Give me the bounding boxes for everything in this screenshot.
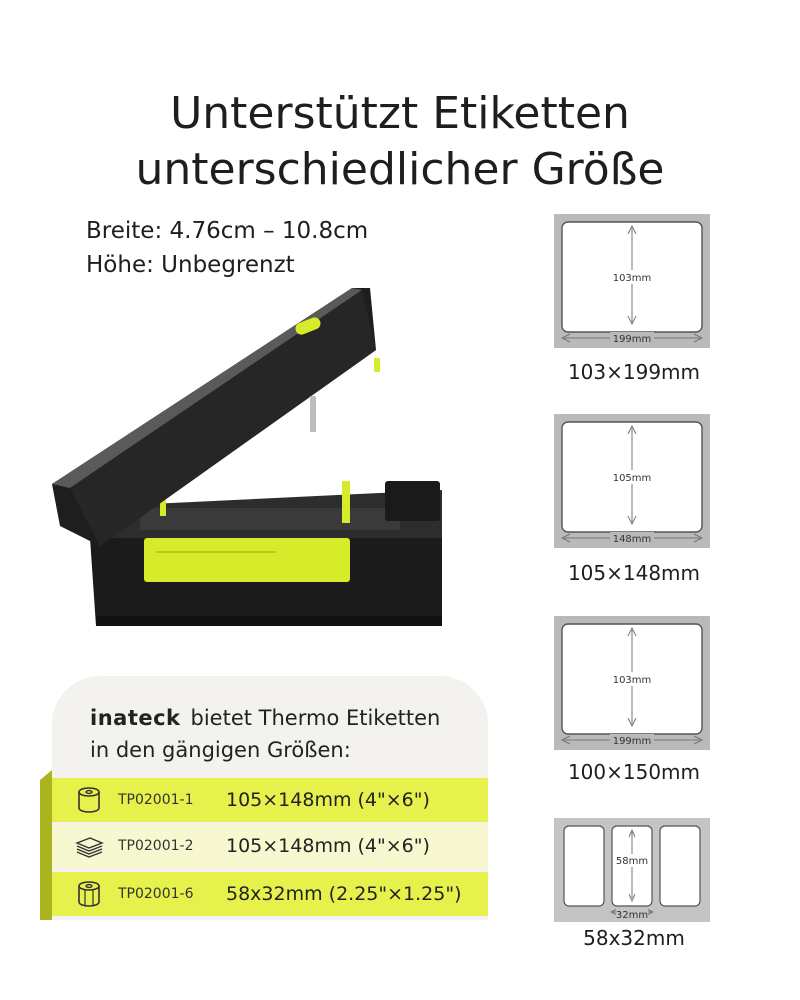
ribbon-fold — [40, 770, 54, 920]
headline — [0, 86, 800, 198]
headline-line-2: unterschiedlicher Größe — [135, 144, 665, 195]
height-label: 103mm — [612, 675, 652, 686]
label-size-sample — [554, 214, 710, 348]
roll-icon — [74, 785, 104, 815]
sample-caption: 58x32mm — [583, 926, 685, 950]
fanfold-stack-icon — [74, 831, 104, 861]
green-front-panel — [144, 538, 350, 582]
product-row — [52, 824, 488, 868]
sample-caption: 100×150mm — [567, 760, 701, 784]
height-label: 58mm — [615, 856, 649, 867]
headline-line-1: Unterstützt Etiketten — [170, 88, 630, 139]
height-label: 103mm — [612, 273, 652, 284]
product-size: 58x32mm (2.25"×1.25") — [226, 883, 462, 905]
height-spec: Höhe: Unbegrenzt — [86, 252, 295, 278]
width-label: 148mm — [612, 534, 652, 545]
intro-text: bietet Thermo Etiketten — [190, 706, 441, 730]
roll-icon — [74, 879, 104, 909]
product-code: TP02001-2 — [118, 838, 194, 854]
product-code: TP02001-6 — [118, 886, 194, 902]
label-specs — [86, 214, 368, 282]
intro-text-line-2: in den gängigen Größen: — [90, 738, 351, 762]
width-label: 32mm — [615, 910, 649, 921]
width-label: 199mm — [612, 334, 652, 345]
label-size-sample — [554, 616, 710, 750]
product-code: TP02001-1 — [118, 792, 194, 808]
label-size-sample — [554, 414, 710, 548]
height-label: 105mm — [612, 473, 652, 484]
label-size-sample — [554, 818, 710, 922]
label-printer-illustration — [40, 276, 460, 646]
brand-logo: inateck — [90, 706, 181, 730]
product-size: 105×148mm (4"×6") — [226, 835, 430, 857]
product-row — [52, 778, 488, 822]
product-row — [52, 872, 488, 916]
product-card-intro — [90, 702, 440, 766]
product-size: 105×148mm (4"×6") — [226, 789, 430, 811]
sample-caption: 105×148mm — [567, 561, 701, 585]
width-label: 199mm — [612, 736, 652, 747]
width-spec: Breite: 4.76cm – 10.8cm — [86, 218, 369, 244]
product-card — [52, 676, 488, 920]
sample-caption: 103×199mm — [567, 360, 701, 384]
